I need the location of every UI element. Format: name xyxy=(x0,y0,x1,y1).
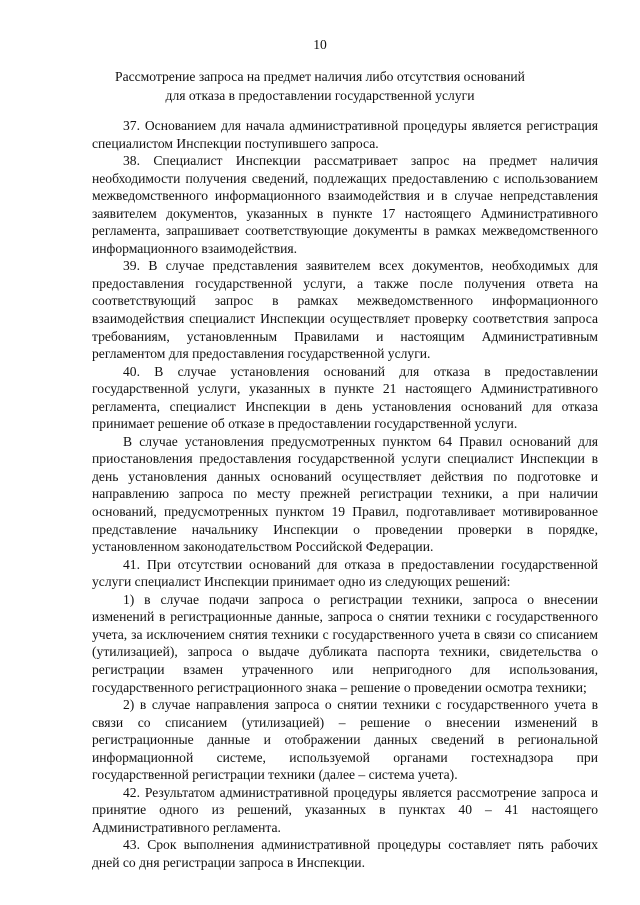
paragraph-43: 43. Срок выполнения административной процедуры составляет пять рабочих дней со дня регистрации запроса в Инспекции. xyxy=(92,837,598,870)
paragraph-41-item-2: 2) в случае направления запроса о снятии техники с государственного учета в связи со списанием (утилизацией) – решение о внесении изменений в регистрационные данные и отображении данных сведений в региональной информационной системе, используемой органами гостехнадзора при государственной регистрации техники (далее – система учета). xyxy=(92,697,598,783)
paragraph-41: 41. При отсутствии оснований для отказа в предоставлении государственной услуги специалист Инспекции принимает одно из следующих решений: xyxy=(92,556,598,590)
paragraph-39: 39. В случае представления заявителем всех документов, необходимых для предоставления государственной услуги, а также после получения ответа на соответствующий запрос в рамках межведомственного информационного взаимодействия специалист Инспекции осуществляет проверку соответствия запроса требованиям, установленным Правилами и настоящим Административным регламентом для предоставления государственной услуги. xyxy=(92,258,598,362)
page-number: 10 xyxy=(313,37,327,52)
paragraph-38: 38. Специалист Инспекции рассматривает запрос на предмет наличия необходимости получения сведений, подлежащих предоставлению с использованием межведомственного информационного взаимодействия и в случае непредставления заявителем документов, указанных в пункте 17 настоящего Административного регламента, запрашивает соответствующие документы в рамках межведомственного информационного взаимодействия. xyxy=(92,153,598,256)
paragraph-40: 40. В случае установления оснований для отказа в предоставлении государственной услуги, указанных в пункте 21 настоящего Административного регламента, специалист Инспекции в день установления оснований для отказа принимает решение об отказе в предоставлении государственной услуги. xyxy=(92,363,598,432)
section-heading-line: Рассмотрение запроса на предмет наличия либо отсутствия оснований xyxy=(115,69,525,84)
paragraph-41-item-1: 1) в случае подачи запроса о регистрации техники, запроса о внесении изменений в регистрационные данные, запроса о снятии техники с государственного учета, за исключением снятия техники с государственного учета в связи со списанием (утилизацией), запроса о выдаче дубликата паспорта техники, свидетельства о регистрации взамен утраченного или непригодного для использования, государственного регистрационного знака – решение о проведении осмотра техники; xyxy=(92,591,598,695)
paragraph-40-suspension: В случае установления предусмотренных пунктом 64 Правил оснований для приостановления предоставления государственной услуги специалист Инспекции в день установления данных оснований осуществляет действия по подготовке и направлению запроса по месту прежней регистрации техники, а при наличии оснований, предусмотренных пунктом 19 Правил, подготавливает мотивированное представление начальнику Инспекции о проведении проверки в порядке, установленном законодательством Российской Федерации. xyxy=(92,433,598,555)
section-heading-line: для отказа в предоставлении государственной услуги xyxy=(165,88,475,103)
paragraph-37: 37. Основанием для начала административной процедуры является регистрация специалистом Инспекции поступившего запроса. xyxy=(92,118,598,151)
section-heading xyxy=(80,67,560,105)
document-body xyxy=(92,117,598,872)
paragraph-42: 42. Результатом административной процедуры является рассмотрение запроса и принятие одного из решений, указанных в пунктах 40 – 41 настоящего Административного регламента. xyxy=(92,784,598,835)
